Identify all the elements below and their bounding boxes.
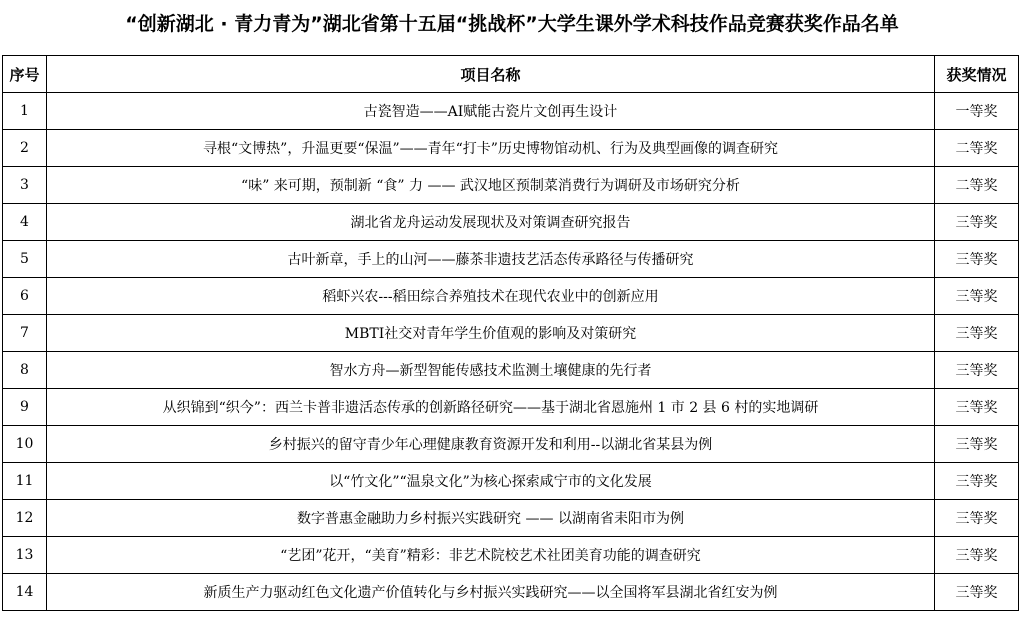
table-row <box>3 130 1019 167</box>
cell-project-name: 寻根“文博热”，升温更要“保温”——青年“打卡”历史博物馆动机、行为及典型画像的调查研究 <box>47 130 935 167</box>
table-row <box>3 426 1019 463</box>
cell-award: 三等奖 <box>935 241 1019 278</box>
cell-project-name: 数字普惠金融助力乡村振兴实践研究 —— 以湖南省耒阳市为例 <box>47 500 935 537</box>
table-row <box>3 93 1019 130</box>
cell-project-name: 从织锦到“织今”：西兰卡普非遗活态传承的创新路径研究——基于湖北省恩施州 1 市 2 县 6 村的实地调研 <box>47 389 935 426</box>
cell-award: 三等奖 <box>935 537 1019 574</box>
cell-number: 12 <box>3 500 47 537</box>
cell-project-name: 乡村振兴的留守青少年心理健康教育资源开发和利用--以湖北省某县为例 <box>47 426 935 463</box>
awards-table <box>2 55 1019 611</box>
header-award: 获奖情况 <box>935 56 1019 93</box>
table-row <box>3 315 1019 352</box>
cell-project-name: 古叶新章，手上的山河——藤茶非遗技艺活态传承路径与传播研究 <box>47 241 935 278</box>
table-row <box>3 204 1019 241</box>
cell-number: 6 <box>3 278 47 315</box>
cell-number: 4 <box>3 204 47 241</box>
table-row <box>3 167 1019 204</box>
table-row <box>3 463 1019 500</box>
header-number: 序号 <box>3 56 47 93</box>
cell-project-name: “味” 来可期，预制新 “食” 力 —— 武汉地区预制菜消费行为调研及市场研究分析 <box>47 167 935 204</box>
table-row <box>3 241 1019 278</box>
cell-award: 三等奖 <box>935 389 1019 426</box>
cell-project-name: 新质生产力驱动红色文化遗产价值转化与乡村振兴实践研究——以全国将军县湖北省红安为例 <box>47 574 935 611</box>
cell-award: 三等奖 <box>935 352 1019 389</box>
cell-award: 三等奖 <box>935 463 1019 500</box>
cell-number: 8 <box>3 352 47 389</box>
cell-award: 三等奖 <box>935 278 1019 315</box>
cell-number: 9 <box>3 389 47 426</box>
cell-award: 三等奖 <box>935 426 1019 463</box>
table-row <box>3 278 1019 315</box>
header-project: 项目名称 <box>47 56 935 93</box>
table-row <box>3 537 1019 574</box>
cell-award: 三等奖 <box>935 315 1019 352</box>
cell-number: 3 <box>3 167 47 204</box>
cell-number: 7 <box>3 315 47 352</box>
cell-number: 10 <box>3 426 47 463</box>
table-row <box>3 574 1019 611</box>
cell-project-name: MBTI社交对青年学生价值观的影响及对策研究 <box>47 315 935 352</box>
cell-award: 三等奖 <box>935 574 1019 611</box>
cell-number: 11 <box>3 463 47 500</box>
cell-project-name: 古瓷智造——AI赋能古瓷片文创再生设计 <box>47 93 935 130</box>
cell-project-name: 湖北省龙舟运动发展现状及对策调查研究报告 <box>47 204 935 241</box>
table-row <box>3 352 1019 389</box>
cell-number: 14 <box>3 574 47 611</box>
cell-number: 2 <box>3 130 47 167</box>
cell-award: 二等奖 <box>935 167 1019 204</box>
table-header-row <box>3 56 1019 93</box>
cell-number: 5 <box>3 241 47 278</box>
cell-award: 三等奖 <box>935 204 1019 241</box>
cell-project-name: 智水方舟—新型智能传感技术监测土壤健康的先行者 <box>47 352 935 389</box>
cell-project-name: 以“竹文化”“温泉文化”为核心探索咸宁市的文化发展 <box>47 463 935 500</box>
cell-award: 二等奖 <box>935 130 1019 167</box>
table-row <box>3 389 1019 426</box>
cell-number: 1 <box>3 93 47 130</box>
page-title: “创新湖北 · 青力青为”湖北省第十五届“挑战杯”大学生课外学术科技作品竞赛获奖作品名单 <box>125 13 899 35</box>
table-row <box>3 500 1019 537</box>
cell-project-name: “艺团”花开，“美育”精彩：非艺术院校艺术社团美育功能的调查研究 <box>47 537 935 574</box>
cell-award: 三等奖 <box>935 500 1019 537</box>
cell-award: 一等奖 <box>935 93 1019 130</box>
cell-number: 13 <box>3 537 47 574</box>
cell-project-name: 稻虾兴农---稻田综合养殖技术在现代农业中的创新应用 <box>47 278 935 315</box>
